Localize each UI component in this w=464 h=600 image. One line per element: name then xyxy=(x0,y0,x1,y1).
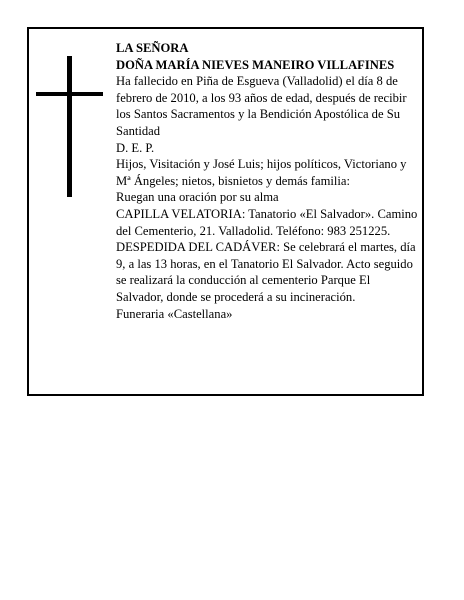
obituary-title: LA SEÑORA xyxy=(116,41,189,55)
obituary-text xyxy=(116,40,418,322)
death-announcement: Ha fallecido en Piña de Esgueva (Valladolid) el día 8 de febrero de 2010, a los 93 años de edad, después de recibir los Santos Sacramentos y la Bendición Apostólica de Su Santidad xyxy=(116,74,407,138)
family-list: Hijos, Visitación y José Luis; hijos políticos, Victoriano y Mª Ángeles; nietos, bisnietos y demás familia: xyxy=(116,157,407,188)
deceased-name: DOÑA MARÍA NIEVES MANEIRO VILLAFINES xyxy=(116,57,395,72)
rest-in-peace: D. E. P. xyxy=(116,140,155,155)
cross-vertical-bar xyxy=(67,56,72,197)
chapel-details: CAPILLA VELATORIA: Tanatorio «El Salvador». Camino del Cementerio, 21. Valladolid. Teléfono: 983 251225. xyxy=(116,206,418,238)
obituary-notice xyxy=(27,27,424,396)
funeral-home: Funeraria «Castellana» xyxy=(116,306,233,321)
cross-horizontal-bar xyxy=(36,92,103,96)
prayer-request: Ruegan una oración por su alma xyxy=(116,190,279,205)
farewell-details: DESPEDIDA DEL CADÁVER: Se celebrará el martes, día 9, a las 13 horas, en el Tanatorio El Salvador. Acto seguido se realizará la conducción al cementerio Parque El Salvador, donde se procederá a su incineración. xyxy=(116,240,416,304)
